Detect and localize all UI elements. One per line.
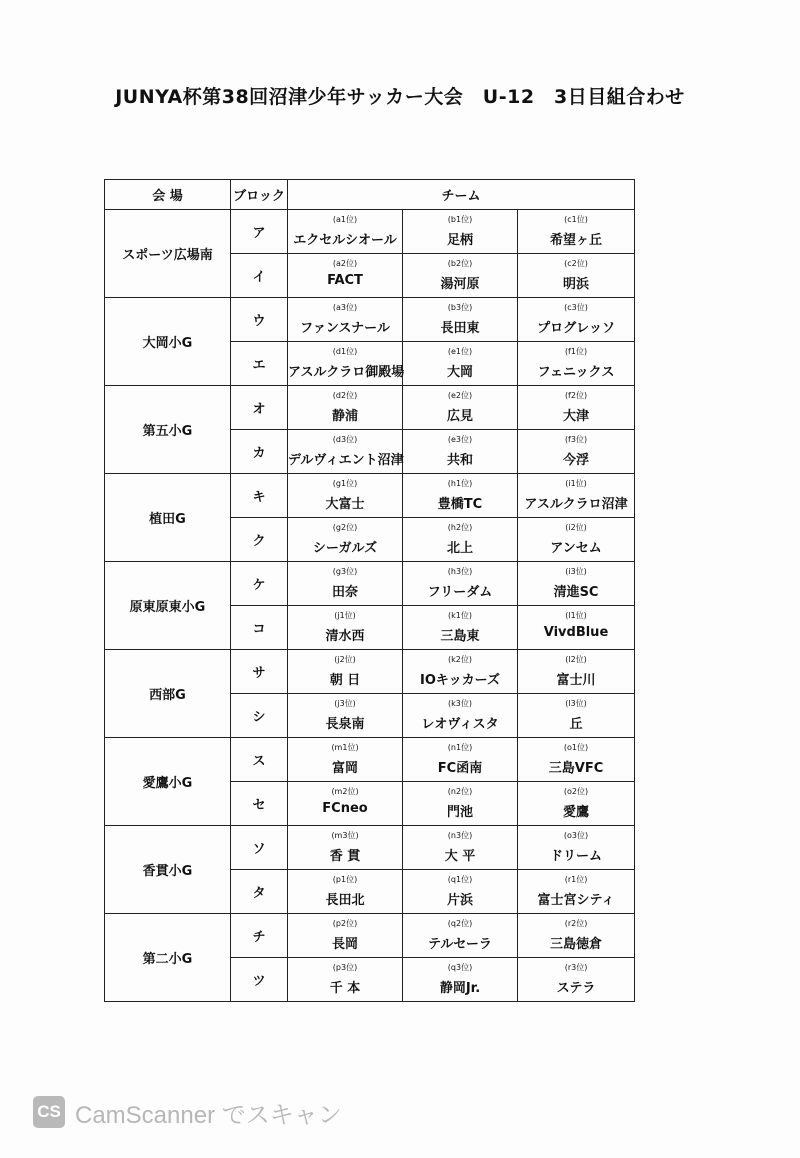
block-cell: コ bbox=[231, 606, 288, 650]
team-cell bbox=[288, 518, 403, 562]
team-cell bbox=[288, 958, 403, 1002]
team-rank: (q1位) bbox=[447, 875, 473, 884]
team-name: ステラ bbox=[556, 981, 596, 996]
venue-header: 会 場 bbox=[105, 180, 231, 210]
watermark-text: CamScanner でスキャン bbox=[75, 1101, 342, 1129]
team-rank: (a1位) bbox=[332, 215, 358, 224]
camscanner-icon: CS bbox=[33, 1096, 65, 1128]
venue-cell: 西部G bbox=[105, 650, 231, 738]
team-name: 千 本 bbox=[329, 981, 361, 996]
team-rank: (h3位) bbox=[447, 567, 473, 576]
block-header: ブロック bbox=[231, 180, 288, 210]
team-name: 共和 bbox=[446, 453, 473, 468]
team-cell bbox=[403, 826, 518, 870]
team-rank: (r2位) bbox=[564, 919, 588, 928]
team-rank: (k1位) bbox=[448, 611, 472, 620]
team-cell bbox=[403, 562, 518, 606]
table-row bbox=[105, 298, 635, 342]
team-cell bbox=[518, 386, 635, 430]
team-name: デルヴィエント沼津 bbox=[288, 453, 404, 468]
team-name: 朝 日 bbox=[329, 673, 361, 688]
team-name: フリーダム bbox=[427, 585, 493, 600]
team-rank: (j2位) bbox=[334, 655, 356, 664]
team-name: ファンスナール bbox=[300, 321, 390, 336]
block-cell: ク bbox=[231, 518, 288, 562]
team-cell bbox=[403, 298, 518, 342]
block-cell: キ bbox=[231, 474, 288, 518]
team-cell bbox=[518, 738, 635, 782]
match-table bbox=[104, 179, 635, 1002]
team-cell bbox=[518, 518, 635, 562]
team-cell bbox=[288, 474, 403, 518]
team-name: エクセルシオール bbox=[293, 233, 397, 248]
team-rank: (b1位) bbox=[447, 215, 473, 224]
venue-cell: スポーツ広場南 bbox=[105, 210, 231, 298]
team-cell bbox=[403, 430, 518, 474]
block-cell: オ bbox=[231, 386, 288, 430]
table-row bbox=[105, 914, 635, 958]
team-cell bbox=[518, 958, 635, 1002]
block-cell: ス bbox=[231, 738, 288, 782]
table-row bbox=[105, 210, 635, 254]
team-rank: (d1位) bbox=[332, 347, 358, 356]
team-rank: (g2位) bbox=[332, 523, 358, 532]
block-cell: タ bbox=[231, 870, 288, 914]
team-name: 香 貫 bbox=[329, 849, 361, 864]
team-cell bbox=[518, 562, 635, 606]
team-rank: (i3位) bbox=[565, 567, 587, 576]
team-rank: (e1位) bbox=[447, 347, 473, 356]
block-cell: ソ bbox=[231, 826, 288, 870]
team-header: チーム bbox=[288, 180, 635, 210]
team-name: 北上 bbox=[446, 541, 473, 556]
team-cell bbox=[403, 738, 518, 782]
team-cell bbox=[403, 870, 518, 914]
team-name: 清進SC bbox=[553, 585, 599, 600]
team-name: 明浜 bbox=[563, 277, 590, 292]
team-rank: (g1位) bbox=[332, 479, 358, 488]
team-rank: (a3位) bbox=[332, 303, 358, 312]
venue-cell: 第二小G bbox=[105, 914, 231, 1002]
team-rank: (i1位) bbox=[565, 479, 587, 488]
team-rank: (f3位) bbox=[564, 435, 588, 444]
team-name: テルセーラ bbox=[428, 937, 492, 952]
block-cell: ア bbox=[231, 210, 288, 254]
team-rank: (j3位) bbox=[334, 699, 356, 708]
team-name: アスルクラロ沼津 bbox=[524, 497, 628, 512]
team-cell bbox=[288, 386, 403, 430]
team-name: 長田北 bbox=[325, 893, 365, 908]
team-name: 広見 bbox=[446, 409, 473, 424]
team-rank: (k3位) bbox=[448, 699, 472, 708]
team-rank: (g3位) bbox=[332, 567, 358, 576]
team-name: アスルクラロ御殿場 bbox=[288, 365, 405, 380]
venue-cell: 香貫小G bbox=[105, 826, 231, 914]
team-cell bbox=[288, 430, 403, 474]
team-name: 大富士 bbox=[325, 497, 365, 512]
team-cell bbox=[518, 826, 635, 870]
table-row bbox=[105, 386, 635, 430]
team-cell bbox=[518, 650, 635, 694]
block-cell: セ bbox=[231, 782, 288, 826]
team-name: 大 平 bbox=[444, 849, 476, 864]
team-cell bbox=[403, 782, 518, 826]
team-cell bbox=[288, 606, 403, 650]
team-rank: (d2位) bbox=[332, 391, 358, 400]
team-name: 大岡 bbox=[446, 365, 473, 380]
team-rank: (n1位) bbox=[447, 743, 473, 752]
team-name: 足柄 bbox=[446, 233, 473, 248]
team-rank: (l2位) bbox=[565, 655, 587, 664]
team-name: FC函南 bbox=[437, 761, 483, 776]
team-cell bbox=[518, 254, 635, 298]
team-rank: (r3位) bbox=[564, 963, 588, 972]
team-cell bbox=[518, 694, 635, 738]
team-cell bbox=[518, 782, 635, 826]
team-rank: (k2位) bbox=[448, 655, 472, 664]
block-cell: サ bbox=[231, 650, 288, 694]
team-name: 門池 bbox=[446, 805, 473, 820]
team-cell bbox=[403, 474, 518, 518]
team-cell bbox=[403, 958, 518, 1002]
team-rank: (d3位) bbox=[332, 435, 358, 444]
team-name: IOキッカーズ bbox=[420, 673, 500, 688]
table-row bbox=[105, 650, 635, 694]
team-rank: (l1位) bbox=[565, 611, 587, 620]
team-name: 今浮 bbox=[563, 453, 590, 468]
block-cell: イ bbox=[231, 254, 288, 298]
team-name: 静浦 bbox=[331, 409, 358, 424]
team-rank: (n3位) bbox=[447, 831, 473, 840]
team-cell bbox=[518, 870, 635, 914]
team-rank: (o3位) bbox=[563, 831, 589, 840]
team-rank: (l3位) bbox=[565, 699, 587, 708]
camscanner-watermark bbox=[33, 1094, 342, 1130]
team-cell bbox=[518, 914, 635, 958]
team-rank: (b3位) bbox=[447, 303, 473, 312]
block-cell: カ bbox=[231, 430, 288, 474]
venue-cell: 植田G bbox=[105, 474, 231, 562]
team-name: FACT bbox=[327, 273, 363, 288]
team-name: FCneo bbox=[322, 801, 368, 816]
block-cell: ツ bbox=[231, 958, 288, 1002]
team-name: 長泉南 bbox=[325, 717, 365, 732]
team-name: 豊橋TC bbox=[437, 497, 483, 512]
team-cell bbox=[403, 386, 518, 430]
team-rank: (j1位) bbox=[334, 611, 356, 620]
team-rank: (e2位) bbox=[447, 391, 473, 400]
team-rank: (m2位) bbox=[331, 787, 359, 796]
team-cell bbox=[288, 342, 403, 386]
team-rank: (o1位) bbox=[563, 743, 589, 752]
team-cell bbox=[403, 606, 518, 650]
team-cell bbox=[288, 562, 403, 606]
team-cell bbox=[403, 518, 518, 562]
table-row bbox=[105, 738, 635, 782]
venue-cell: 大岡小G bbox=[105, 298, 231, 386]
team-rank: (m3位) bbox=[331, 831, 359, 840]
venue-cell: 原東原東小G bbox=[105, 562, 231, 650]
team-name: 三島VFC bbox=[548, 761, 604, 776]
team-rank: (c2位) bbox=[564, 259, 588, 268]
team-rank: (o2位) bbox=[563, 787, 589, 796]
team-rank: (r1位) bbox=[564, 875, 588, 884]
team-cell bbox=[518, 342, 635, 386]
table-row bbox=[105, 562, 635, 606]
block-cell: ケ bbox=[231, 562, 288, 606]
team-name: 静岡Jr. bbox=[439, 981, 481, 996]
team-cell bbox=[518, 474, 635, 518]
team-rank: (h1位) bbox=[447, 479, 473, 488]
block-cell: エ bbox=[231, 342, 288, 386]
team-cell bbox=[518, 298, 635, 342]
team-cell bbox=[288, 254, 403, 298]
team-name: 湯河原 bbox=[440, 277, 480, 292]
block-cell: シ bbox=[231, 694, 288, 738]
team-name: アンセム bbox=[550, 541, 602, 556]
team-cell bbox=[403, 342, 518, 386]
team-cell bbox=[518, 210, 635, 254]
team-rank: (p3位) bbox=[332, 963, 358, 972]
team-name: シーガルズ bbox=[312, 541, 378, 556]
team-name: VivdBlue bbox=[543, 625, 609, 640]
team-rank: (c1位) bbox=[564, 215, 588, 224]
team-cell bbox=[288, 298, 403, 342]
team-name: 富士川 bbox=[556, 673, 596, 688]
table-row bbox=[105, 826, 635, 870]
team-cell bbox=[403, 210, 518, 254]
team-cell bbox=[288, 826, 403, 870]
team-cell bbox=[403, 914, 518, 958]
team-rank: (f1位) bbox=[564, 347, 588, 356]
team-name: 清水西 bbox=[325, 629, 365, 644]
team-rank: (a2位) bbox=[332, 259, 358, 268]
team-cell bbox=[288, 782, 403, 826]
team-name: 富士宮シティ bbox=[537, 893, 615, 908]
team-name: 長田東 bbox=[440, 321, 480, 336]
team-name: フェニックス bbox=[537, 365, 615, 380]
team-cell bbox=[403, 650, 518, 694]
team-rank: (q3位) bbox=[447, 963, 473, 972]
block-cell: ウ bbox=[231, 298, 288, 342]
team-cell bbox=[288, 914, 403, 958]
team-name: 三島徳倉 bbox=[550, 937, 603, 952]
team-name: 富岡 bbox=[331, 761, 358, 776]
team-rank: (m1位) bbox=[331, 743, 359, 752]
block-cell: チ bbox=[231, 914, 288, 958]
team-cell bbox=[403, 254, 518, 298]
team-name: 丘 bbox=[569, 717, 583, 732]
team-name: 田奈 bbox=[331, 585, 358, 600]
team-name: 愛鷹 bbox=[563, 805, 590, 820]
venue-cell: 第五小G bbox=[105, 386, 231, 474]
team-name: 長岡 bbox=[331, 937, 358, 952]
page-title: JUNYA杯第38回沼津少年サッカー大会 U-12 3日目組合わせ bbox=[115, 86, 685, 108]
team-name: プログレッソ bbox=[537, 321, 615, 336]
team-rank: (q2位) bbox=[447, 919, 473, 928]
team-name: レオヴィスタ bbox=[421, 717, 499, 732]
team-rank: (p1位) bbox=[332, 875, 358, 884]
team-name: ドリーム bbox=[550, 849, 603, 864]
header-row bbox=[105, 180, 635, 210]
team-name: 大津 bbox=[563, 409, 590, 424]
venue-cell: 愛鷹小G bbox=[105, 738, 231, 826]
team-rank: (c3位) bbox=[564, 303, 588, 312]
team-rank: (f2位) bbox=[564, 391, 588, 400]
team-name: 三島東 bbox=[440, 629, 480, 644]
team-cell bbox=[288, 870, 403, 914]
team-cell bbox=[288, 650, 403, 694]
team-cell bbox=[403, 694, 518, 738]
team-cell bbox=[518, 430, 635, 474]
team-name: 片浜 bbox=[446, 893, 473, 908]
team-rank: (b2位) bbox=[447, 259, 473, 268]
team-cell bbox=[288, 210, 403, 254]
team-name: 希望ヶ丘 bbox=[550, 233, 603, 248]
team-cell bbox=[518, 606, 635, 650]
team-rank: (h2位) bbox=[447, 523, 473, 532]
team-rank: (p2位) bbox=[332, 919, 358, 928]
team-rank: (n2位) bbox=[447, 787, 473, 796]
table-row bbox=[105, 474, 635, 518]
team-rank: (i2位) bbox=[565, 523, 587, 532]
team-cell bbox=[288, 694, 403, 738]
team-rank: (e3位) bbox=[447, 435, 473, 444]
team-cell bbox=[288, 738, 403, 782]
